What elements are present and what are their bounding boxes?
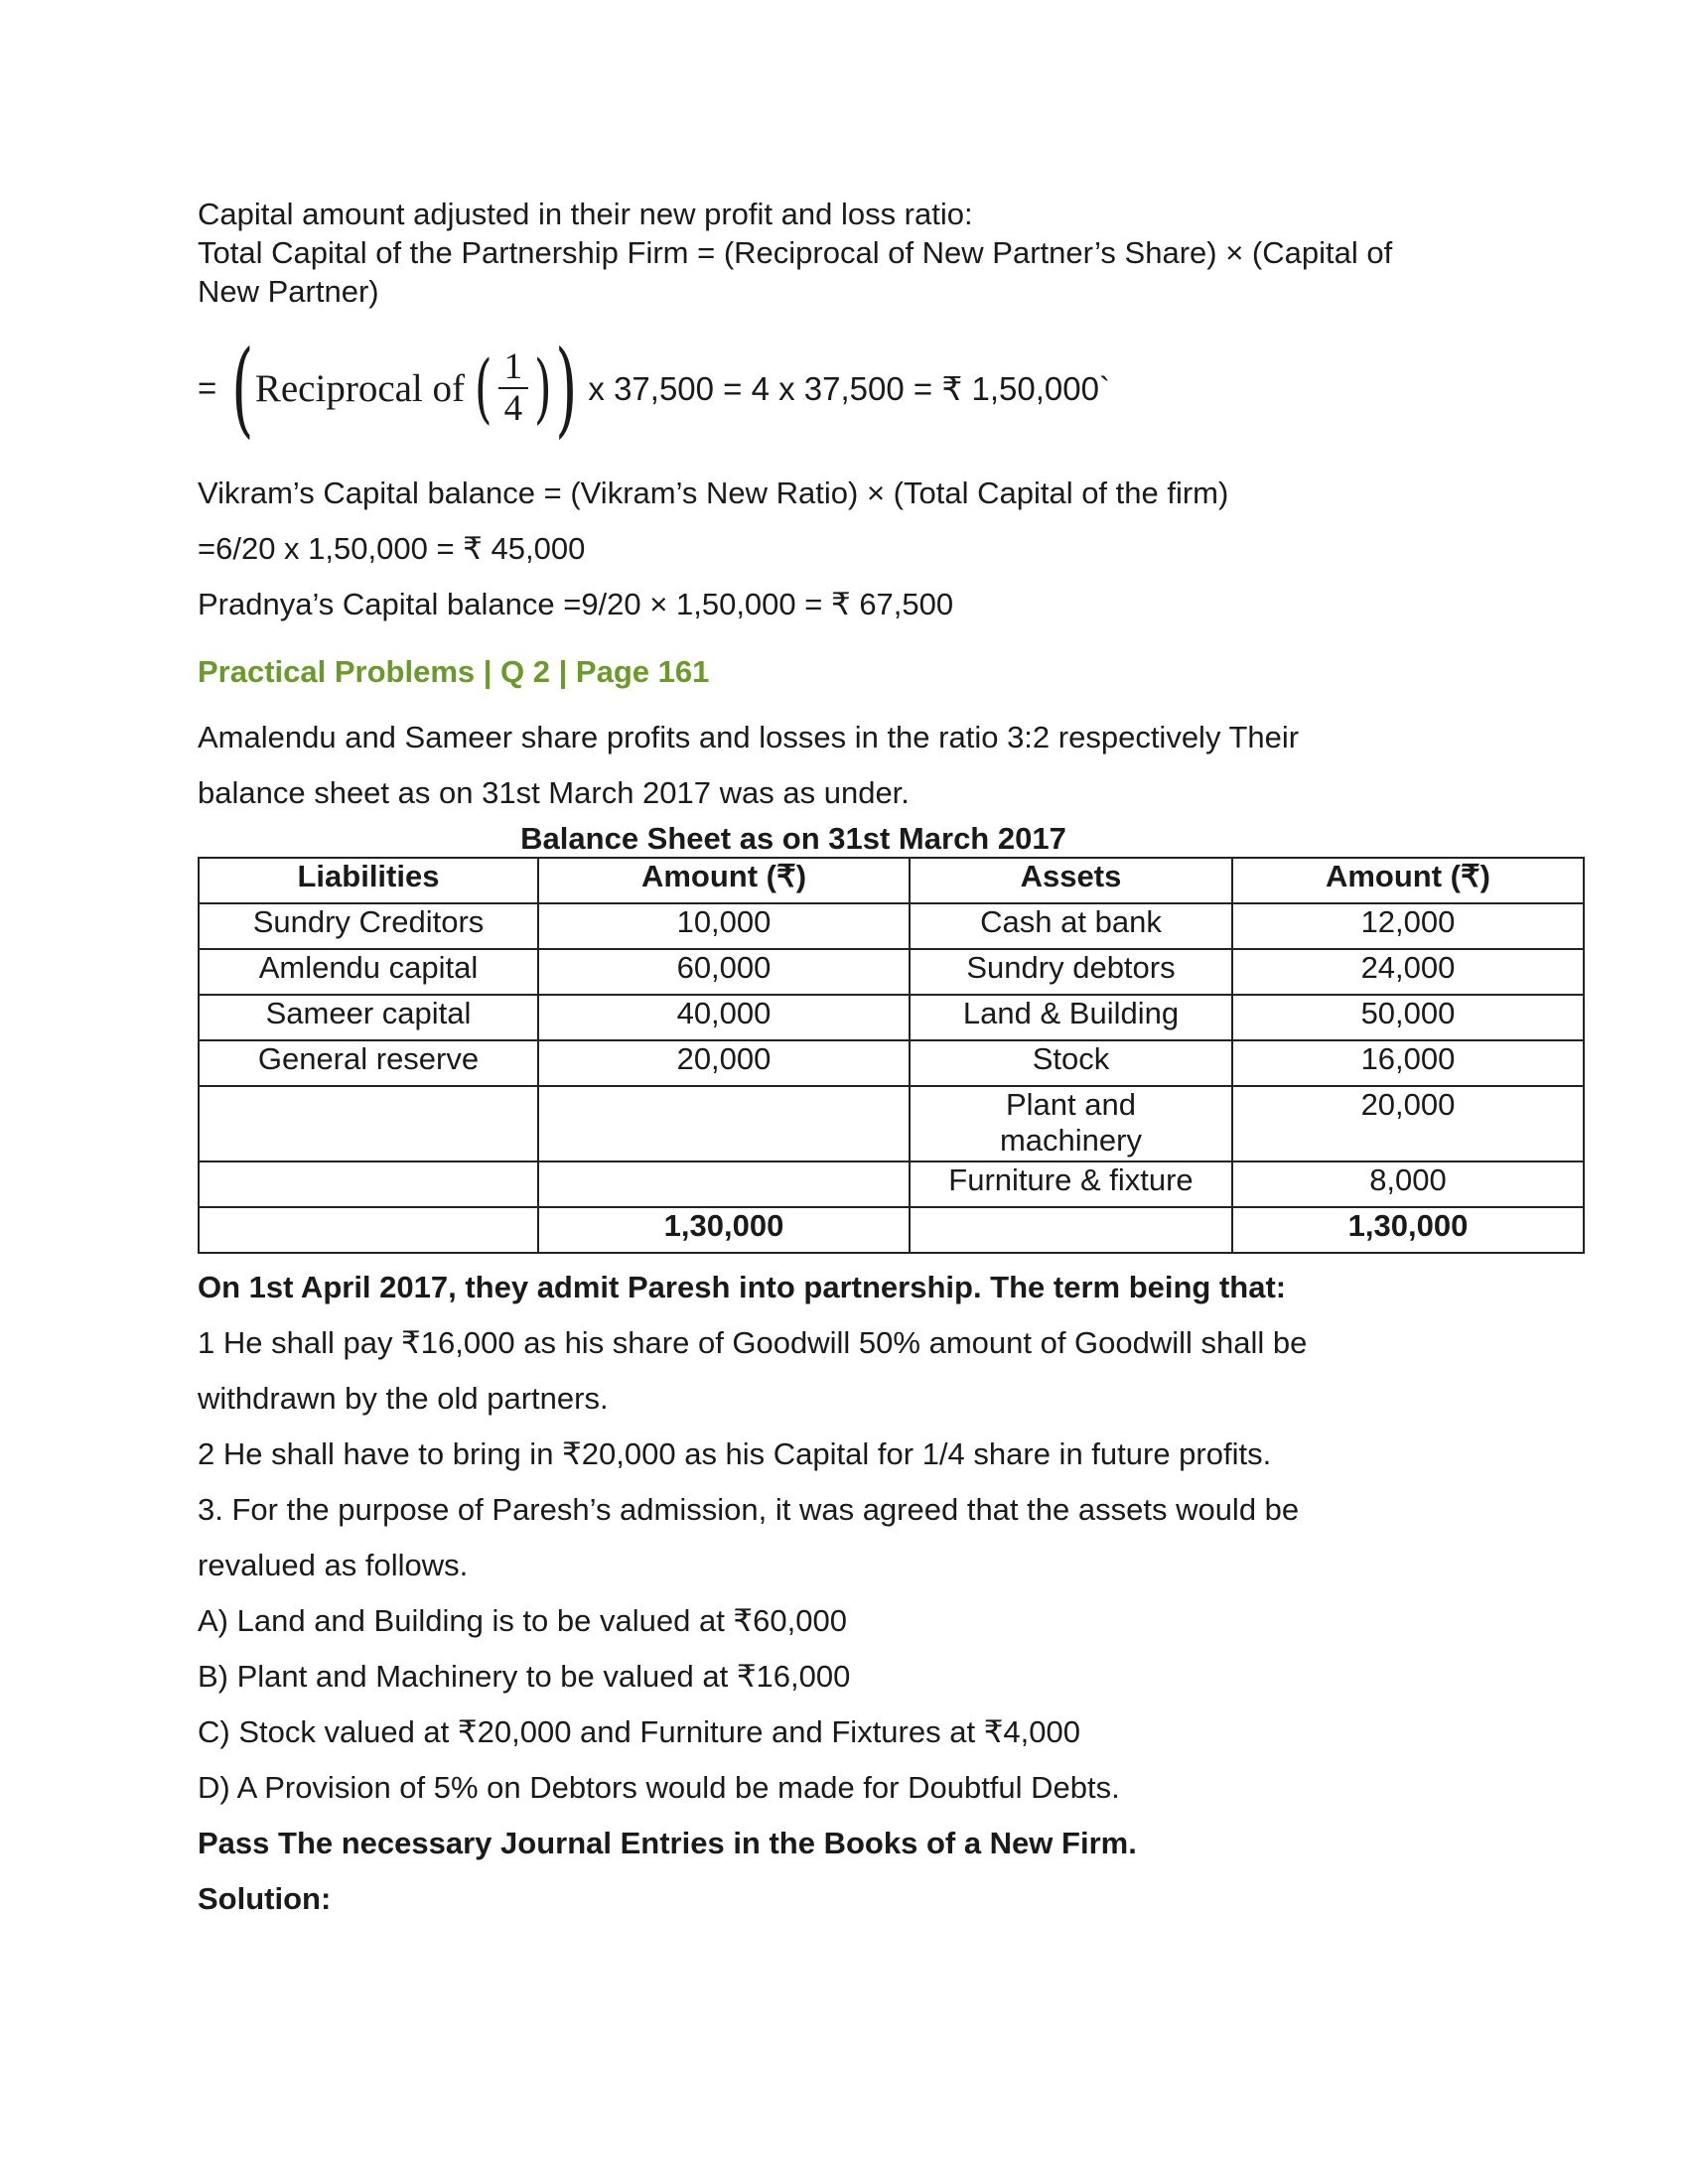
instruction: Pass The necessary Journal Entries in the Books of a New Firm.: [198, 1826, 1137, 1860]
header-liabilities-amount: Amount (₹): [538, 858, 910, 903]
header-assets: Assets: [910, 858, 1232, 903]
term-a: A) Land and Building is to be valued at ₹60,000: [198, 1603, 847, 1638]
term-3b: revalued as follows.: [198, 1548, 469, 1582]
solution-label: Solution:: [198, 1881, 332, 1916]
asset-name: Land & Building: [910, 995, 1232, 1040]
liability-amount: 60,000: [538, 949, 910, 995]
section-heading: Practical Problems | Q 2 | Page 161: [198, 654, 710, 689]
fraction-close-paren: ): [534, 343, 552, 432]
term-1a: 1 He shall pay ₹16,000 as his share of Goodwill 50% amount of Goodwill shall be: [198, 1325, 1308, 1360]
formula-reciprocal-text: Reciprocal of: [254, 366, 466, 410]
balance-sheet-table: [198, 857, 1585, 1254]
problem-line-2: balance sheet as on 31st March 2017 was as under.: [198, 775, 910, 810]
asset-amount: 8,000: [1232, 1161, 1584, 1207]
term-b: B) Plant and Machinery to be valued at ₹16,000: [198, 1659, 851, 1694]
asset-amount: 20,000: [1232, 1086, 1584, 1161]
document-page: [198, 195, 1588, 1927]
table-row: [199, 1086, 1584, 1161]
asset-name: Cash at bank: [910, 903, 1232, 949]
term-c: C) Stock valued at ₹20,000 and Furniture and Fixtures at ₹4,000: [198, 1714, 1080, 1749]
vikram-capital-value: =6/20 x 1,50,000 = ₹ 45,000: [198, 531, 586, 566]
intro-line-2: Total Capital of the Partnership Firm = (Reciprocal of New Partner’s Share) × (Capital of: [198, 235, 1393, 270]
header-assets-amount: Amount (₹): [1232, 858, 1584, 903]
total-assets-amount: 1,30,000: [1232, 1207, 1584, 1253]
formula-result: x 37,500 = 4 x 37,500 = ₹ 1,50,000`: [588, 369, 1110, 407]
term-2: 2 He shall have to bring in ₹20,000 as his Capital for 1/4 share in future profits.: [198, 1436, 1272, 1471]
asset-amount: 50,000: [1232, 995, 1584, 1040]
pradnya-capital-line: Pradnya’s Capital balance =9/20 × 1,50,000 = ₹ 67,500: [198, 587, 954, 621]
asset-amount: 16,000: [1232, 1040, 1584, 1086]
liability-amount: 40,000: [538, 995, 910, 1040]
balance-sheet-title: Balance Sheet as on 31st March 2017: [520, 821, 1066, 856]
liability-amount: [538, 1086, 910, 1161]
reciprocal-formula: [198, 325, 1588, 452]
problem-line-1: Amalendu and Sameer share profits and losses in the ratio 3:2 respectively Their: [198, 720, 1300, 754]
term-d: D) A Provision of 5% on Debtors would be made for Doubtful Debts.: [198, 1770, 1120, 1805]
asset-amount: 12,000: [1232, 903, 1584, 949]
total-liabilities-amount: 1,30,000: [538, 1207, 910, 1253]
liability-name: Sameer capital: [199, 995, 538, 1040]
fraction-open-paren: (: [474, 343, 492, 432]
intro-line-3: New Partner): [198, 274, 379, 309]
total-liabilities-label: [199, 1207, 538, 1253]
asset-amount: 24,000: [1232, 949, 1584, 995]
liability-amount: 10,000: [538, 903, 910, 949]
intro-line-1: Capital amount adjusted in their new profit and loss ratio:: [198, 197, 973, 231]
liability-name: General reserve: [199, 1040, 538, 1086]
vikram-capital-line: Vikram’s Capital balance = (Vikram’s New Ratio) × (Total Capital of the firm): [198, 476, 1229, 510]
liability-amount: 20,000: [538, 1040, 910, 1086]
table-row: [199, 1161, 1584, 1207]
formula-equals: =: [198, 369, 217, 406]
formula-fraction: [498, 347, 529, 429]
liability-name: Amlendu capital: [199, 949, 538, 995]
asset-name: Stock: [910, 1040, 1232, 1086]
total-assets-label: [910, 1207, 1232, 1253]
table-row: [199, 1040, 1584, 1086]
asset-name: Sundry debtors: [910, 949, 1232, 995]
asset-name: Furniture & fixture: [910, 1161, 1232, 1207]
terms-heading: On 1st April 2017, they admit Paresh into partnership. The term being that:: [198, 1270, 1287, 1304]
term-1b: withdrawn by the old partners.: [198, 1381, 609, 1416]
asset-name: Plant and machinery: [910, 1086, 1232, 1161]
formula-open-paren: (: [231, 328, 254, 449]
table-header-row: [199, 858, 1584, 903]
liability-name: [199, 1086, 538, 1161]
fraction-numerator: 1: [498, 347, 529, 389]
fraction-denominator: 4: [503, 388, 523, 429]
table-row: [199, 903, 1584, 949]
table-row: [199, 949, 1584, 995]
liability-name: Sundry Creditors: [199, 903, 538, 949]
formula-close-paren: ): [554, 328, 578, 449]
table-total-row: [199, 1207, 1584, 1253]
table-row: [199, 995, 1584, 1040]
header-liabilities: Liabilities: [199, 858, 538, 903]
liability-name: [199, 1161, 538, 1207]
liability-amount: [538, 1161, 910, 1207]
term-3a: 3. For the purpose of Paresh’s admission, it was agreed that the assets would be: [198, 1492, 1300, 1527]
